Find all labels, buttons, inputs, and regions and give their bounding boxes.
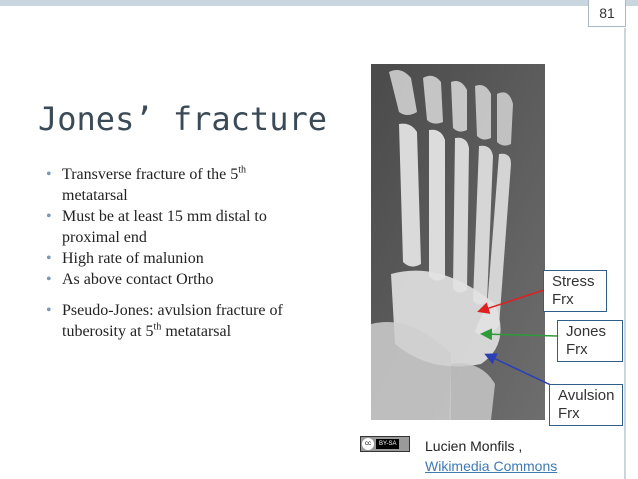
slide-number: 81 xyxy=(588,0,626,27)
stress-arrow xyxy=(480,290,544,311)
label-line: Frx xyxy=(552,291,574,308)
bullet-superscript: th xyxy=(153,321,162,333)
stress-frx-label xyxy=(543,270,607,312)
label-line: Stress xyxy=(552,273,595,290)
image-credit xyxy=(425,436,557,476)
bullet-text: High rate of malunion xyxy=(62,250,204,267)
bullet-text-rest: metatarsal xyxy=(62,187,128,204)
credit-author: Lucien Monfils , xyxy=(425,438,523,454)
jones-frx-label xyxy=(557,320,623,362)
license-text: BY-SA xyxy=(376,439,399,449)
avulsion-arrow xyxy=(487,355,555,387)
label-line: Avulsion xyxy=(558,387,615,404)
label-line: Jones xyxy=(566,323,607,340)
slide-title: Jones’ fracture xyxy=(38,100,327,138)
bullet-superscript: th xyxy=(238,164,247,176)
label-line: Frx xyxy=(566,341,588,358)
jones-arrow xyxy=(483,334,557,336)
cc-icon: cc xyxy=(362,438,374,450)
bullet-text: As above contact Ortho xyxy=(62,271,214,288)
label-line: Frx xyxy=(558,405,580,422)
bullet-text-rest: metatarsal xyxy=(161,323,232,340)
bullet-text: Pseudo-Jones: avulsion fracture of tuberosity at 5 xyxy=(62,302,283,340)
wikimedia-commons-link[interactable]: Wikimedia Commons xyxy=(425,458,558,474)
cc-license-badge xyxy=(360,436,410,452)
bullet-text: Transverse fracture of the 5 xyxy=(62,166,239,183)
avulsion-frx-label xyxy=(549,384,623,426)
bullet-text: Must be at least 15 mm distal to proximal end xyxy=(62,208,267,246)
